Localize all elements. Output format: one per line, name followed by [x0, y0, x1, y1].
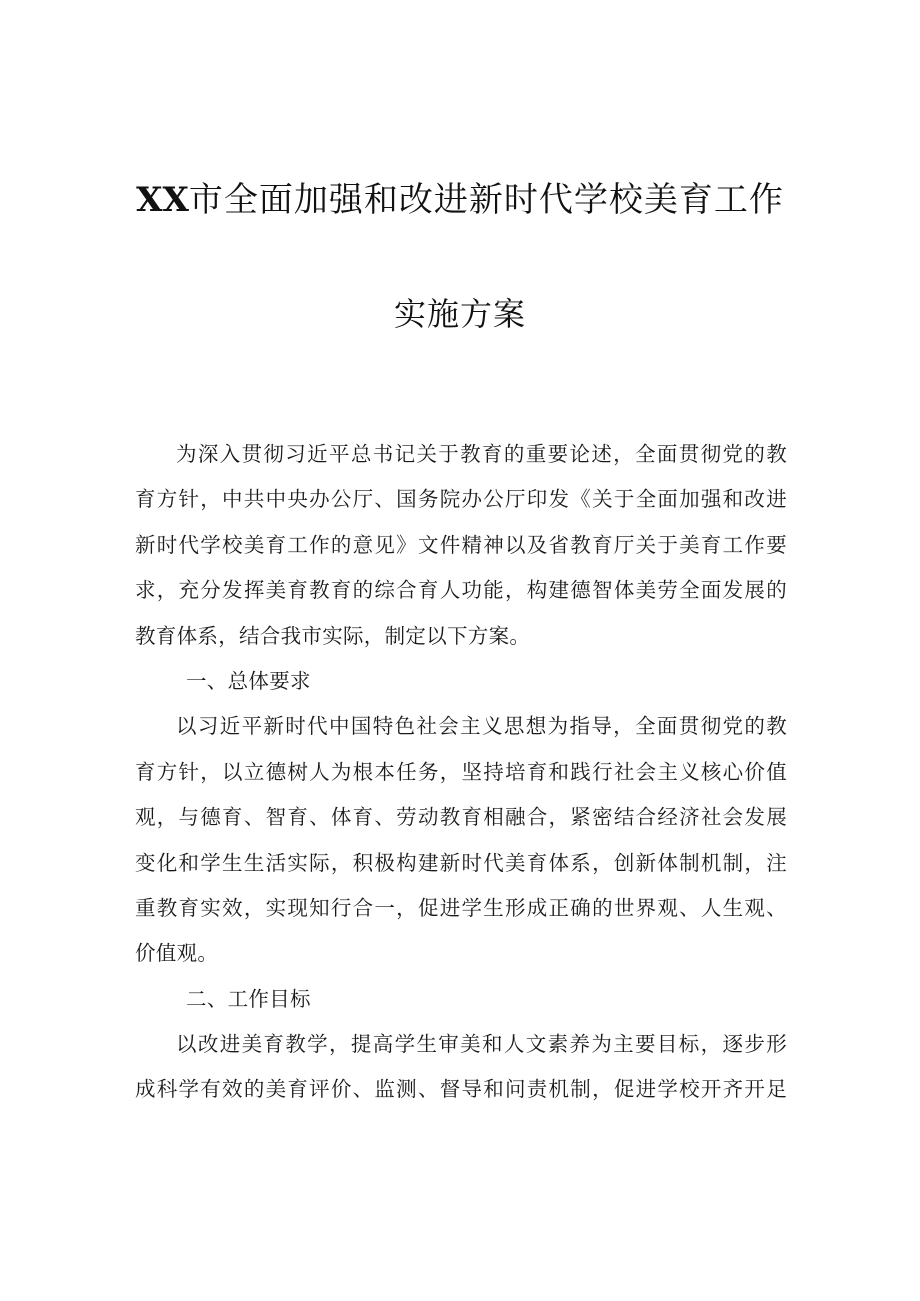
intro-paragraph-line: 为深入贯彻习近平总书记关于教育的重要论述，全面贯彻党的教	[176, 442, 787, 466]
section-heading-work-goals: 二、工作目标	[186, 986, 311, 1011]
section-heading-general-requirements: 一、总体要求	[186, 668, 311, 693]
document-title-line-1	[0, 176, 920, 224]
document-body	[135, 432, 787, 1113]
intro-paragraph-line: 求，充分发挥美育教育的综合育人功能，构建德智体美劳全面发展的	[135, 578, 787, 603]
document-title-line-2: 实施方案	[393, 295, 526, 333]
requirements-paragraph-line: 观，与德育、智育、体育、劳动教育相融合，紧密结合经济社会发展	[135, 805, 787, 830]
goals-paragraph-line: 成科学有效的美育评价、监测、督导和问责机制，促进学校开齐开足	[135, 1077, 787, 1102]
intro-paragraph-line: 新时代学校美育工作的意见》文件精神以及省教育厅关于美育工作要	[135, 532, 787, 557]
requirements-paragraph-line: 以习近平新时代中国特色社会主义思想为指导，全面贯彻党的教	[176, 714, 787, 739]
intro-paragraph-line: 教育体系，结合我市实际，制定以下方案。	[135, 623, 531, 648]
title-line-1-text: 市全面加强和改进新时代学校美育工作	[188, 180, 784, 220]
title-prefix: XX	[136, 180, 189, 220]
requirements-paragraph-line: 育方针，以立德树人为根本任务，坚持培育和践行社会主义核心价值	[135, 759, 787, 784]
intro-paragraph-line: 育方针，中共中央办公厅、国务院办公厅印发《关于全面加强和改进	[135, 487, 787, 512]
requirements-paragraph-line: 变化和学生生活实际，积极构建新时代美育体系，创新体制机制，注	[135, 850, 787, 875]
goals-paragraph-line: 以改进美育教学，提高学生审美和人文素养为主要目标，逐步形	[176, 1032, 787, 1057]
requirements-paragraph-line: 价值观。	[135, 941, 219, 966]
requirements-paragraph-line: 重教育实效，实现知行合一，促进学生形成正确的世界观、人生观、	[135, 895, 787, 920]
